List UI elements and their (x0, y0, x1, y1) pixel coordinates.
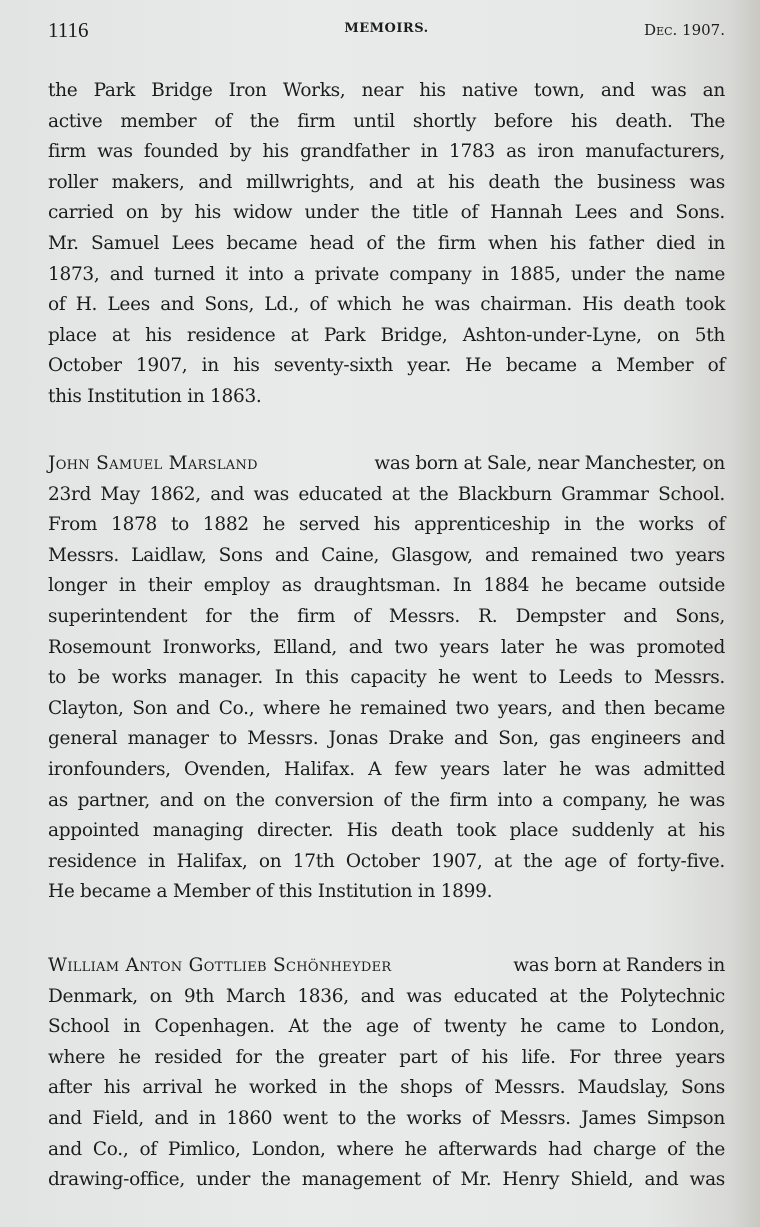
memoir-subject-name: William Anton Gottlieb Schönheyder (48, 955, 392, 976)
text-line: superintendent for the firm of Messrs. R. Dempster and Sons, (48, 605, 725, 627)
text-line: of H. Lees and Sons, Ld., of which he was chairman. His death took (48, 294, 725, 316)
text-line: He became a Member of this Institution in 1899. (48, 881, 493, 903)
text-line: longer in their employ as draughtsman. In 1884 he became outside (48, 575, 725, 597)
text-line: From 1878 to 1882 he served his apprenticeship in the works of (48, 514, 725, 536)
running-header (48, 18, 725, 44)
text-line: residence in Halifax, on 17th October 1907, at the age of forty-five. (48, 850, 725, 872)
text-line: to be works manager. In this capacity he went to Leeds to Messrs. (48, 667, 725, 689)
text-line: firm was founded by his grandfather in 1783 as iron manufacturers, (48, 141, 725, 163)
text-line: place at his residence at Park Bridge, Ashton-under-Lyne, on 5th (48, 324, 725, 346)
text-line: where he resided for the greater part of his life. For three years (48, 1046, 725, 1068)
text-line: and Co., of Pimlico, London, where he afterwards had charge of the (48, 1138, 725, 1160)
text-line: as partner, and on the conversion of the firm into a company, he was (48, 789, 725, 811)
text-line: active member of the firm until shortly before his death. The (48, 110, 725, 132)
text-line: Mr. Samuel Lees became head of the firm when his father died in (48, 232, 725, 254)
text-line: general manager to Messrs. Jonas Drake and Son, gas engineers and (48, 728, 725, 750)
text-line: roller makers, and millwrights, and at his death the business was (48, 171, 725, 193)
running-date: Dec. 1907. (644, 21, 725, 39)
text-line: Clayton, Son and Co., where he remained two years, and then became (48, 697, 725, 719)
running-title: MEMOIRS. (344, 21, 429, 36)
text-line: Rosemount Ironworks, Elland, and two years later he was promoted (48, 636, 725, 658)
text-line: the Park Bridge Iron Works, near his native town, and was an (48, 80, 725, 101)
memoir-subject-name: John Samuel Marsland (48, 453, 258, 474)
text-line: 1873, and turned it into a private company in 1885, under the name (48, 263, 725, 285)
memoir-paragraph-marsland (48, 449, 725, 908)
memoir-paragraph-schonheyder (48, 951, 725, 1196)
text-line-rest: was born at Randers in (507, 955, 725, 976)
text-line: this Institution in 1863. (48, 385, 262, 407)
text-line: ironfounders, Ovenden, Halifax. A few years later he was admitted (48, 758, 725, 780)
text-line: appointed managing directer. His death took place suddenly at his (48, 820, 725, 842)
memoir-paragraph-1 (48, 76, 725, 413)
text-line-rest: was born at Sale, near Manchester, on (368, 453, 725, 474)
text-line: after his arrival he worked in the shops of Messrs. Maudslay, Sons (48, 1077, 725, 1099)
text-line: and Field, and in 1860 went to the works of Messrs. James Simpson (48, 1107, 725, 1129)
text-line (48, 449, 725, 480)
text-line: drawing-office, under the management of Mr. Henry Shield, and was (48, 1169, 725, 1191)
text-line: October 1907, in his seventy-sixth year. He became a Member of (48, 355, 725, 377)
text-line: School in Copenhagen. At the age of twenty he came to London, (48, 1016, 725, 1038)
text-line: carried on by his widow under the title of Hannah Lees and Sons. (48, 202, 725, 224)
text-line (48, 951, 725, 982)
text-line: Denmark, on 9th March 1836, and was educated at the Polytechnic (48, 985, 725, 1007)
page-number: 1116 (48, 18, 89, 42)
text-line: 23rd May 1862, and was educated at the Blackburn Grammar School. (48, 483, 725, 505)
text-line: Messrs. Laidlaw, Sons and Caine, Glasgow, and remained two years (48, 544, 725, 566)
